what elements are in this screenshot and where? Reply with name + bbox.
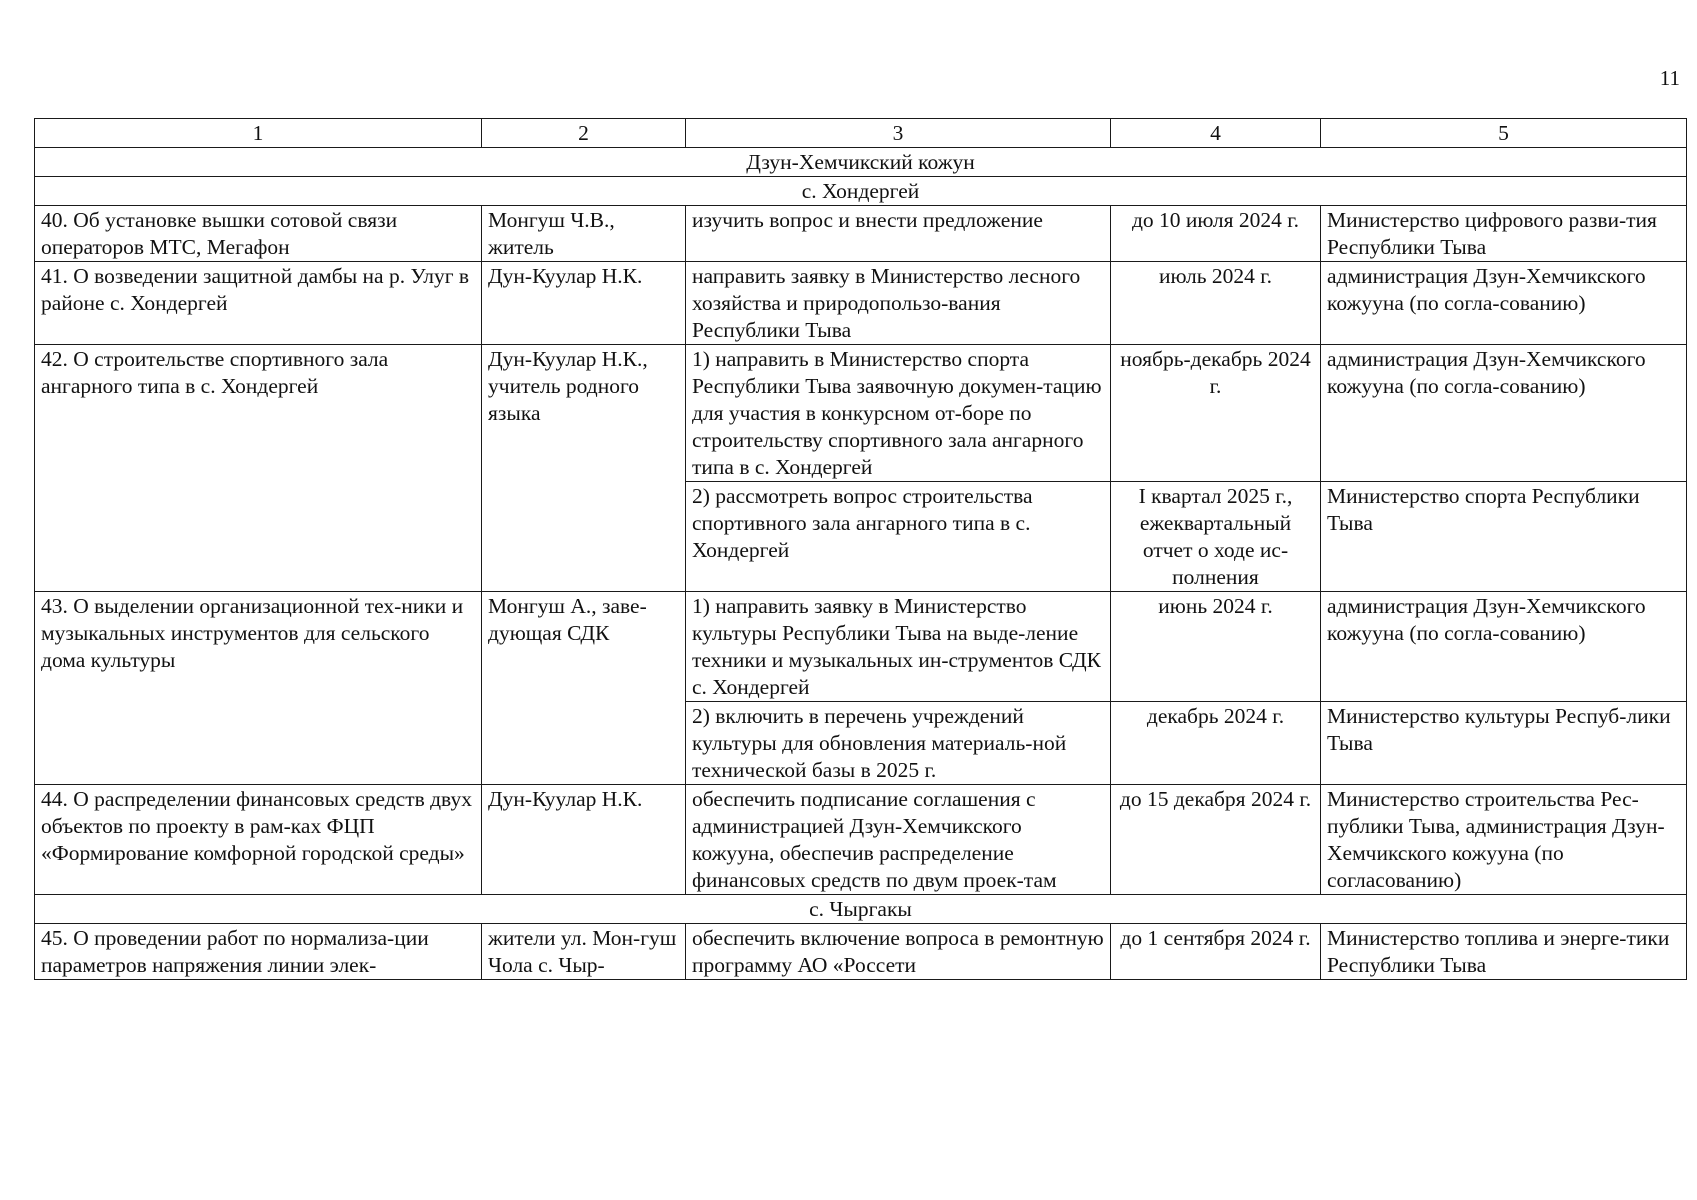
column-number: 1 [35, 119, 482, 148]
responsible-cell: Министерство топлива и энерге-тики Республики Тыва [1321, 924, 1687, 980]
who-cell: Дун-Куулар Н.К., учитель родного языка [482, 345, 686, 592]
action-cell: 1) направить заявку в Министерство культуры Республики Тыва на выде-ление техники и музыкальных ин-струментов СДК с. Хондергей [686, 592, 1111, 702]
topic-cell: 42. О строительстве спортивного зала ангарного типа в с. Хондергей [35, 345, 482, 592]
action-cell: направить заявку в Министерство лесного хозяйства и природопользо-вания Республики Тыва [686, 262, 1111, 345]
table-row [35, 785, 1687, 895]
topic-cell: 45. О проведении работ по нормализа-ции параметров напряжения линии элек- [35, 924, 482, 980]
responsible-cell: администрация Дзун-Хемчикского кожууна (по согла-сованию) [1321, 262, 1687, 345]
deadline-cell: I квартал 2025 г., ежеквартальный отчет о ходе ис-полнения [1111, 482, 1321, 592]
column-number: 2 [482, 119, 686, 148]
who-cell: жители ул. Мон-гуш Чола с. Чыр- [482, 924, 686, 980]
section-title: с. Чыргакы [35, 895, 1687, 924]
topic-cell: 41. О возведении защитной дамбы на р. Улуг в районе с. Хондергей [35, 262, 482, 345]
deadline-cell: июнь 2024 г. [1111, 592, 1321, 702]
deadline-cell: до 1 сентября 2024 г. [1111, 924, 1321, 980]
table-row [35, 262, 1687, 345]
table-row [35, 206, 1687, 262]
deadline-cell: декабрь 2024 г. [1111, 702, 1321, 785]
action-cell: 1) направить в Министерство спорта Республики Тыва заявочную докумен-тацию для участия в конкурсном от-боре по строительству спортивного зала ангарного типа в с. Хондергей [686, 345, 1111, 482]
action-cell: обеспечить включение вопроса в ремонтную программу АО «Россети [686, 924, 1111, 980]
column-number-row [35, 119, 1687, 148]
who-cell: Монгуш Ч.В., житель [482, 206, 686, 262]
column-number: 3 [686, 119, 1111, 148]
who-cell: Монгуш А., заве-дующая СДК [482, 592, 686, 785]
topic-cell: 43. О выделении организационной тех-ники и музыкальных инструментов для сельского дома культуры [35, 592, 482, 785]
table-row [35, 924, 1687, 980]
table-row [35, 592, 1687, 702]
topic-cell: 40. Об установке вышки сотовой связи операторов МТС, Мегафон [35, 206, 482, 262]
responsible-cell: Министерство цифрового разви-тия Республики Тыва [1321, 206, 1687, 262]
column-number: 4 [1111, 119, 1321, 148]
responsible-cell: администрация Дзун-Хемчикского кожууна (по согла-сованию) [1321, 592, 1687, 702]
section-row [35, 895, 1687, 924]
district-row [35, 148, 1687, 177]
deadline-cell: июль 2024 г. [1111, 262, 1321, 345]
page-number: 11 [1659, 66, 1680, 90]
action-cell: 2) рассмотреть вопрос строительства спортивного зала ангарного типа в с. Хондергей [686, 482, 1111, 592]
who-cell: Дун-Куулар Н.К. [482, 785, 686, 895]
deadline-cell: до 10 июля 2024 г. [1111, 206, 1321, 262]
section-title: с. Хондергей [35, 177, 1687, 206]
deadline-cell: до 15 декабря 2024 г. [1111, 785, 1321, 895]
district-title: Дзун-Хемчикский кожун [35, 148, 1687, 177]
section-row [35, 177, 1687, 206]
responsible-cell: администрация Дзун-Хемчикского кожууна (по согла-сованию) [1321, 345, 1687, 482]
who-cell: Дун-Куулар Н.К. [482, 262, 686, 345]
action-cell: 2) включить в перечень учреждений культуры для обновления материаль-ной технической базы в 2025 г. [686, 702, 1111, 785]
column-number: 5 [1321, 119, 1687, 148]
table-row [35, 345, 1687, 482]
action-cell: изучить вопрос и внести предложение [686, 206, 1111, 262]
responsible-cell: Министерство культуры Респуб-лики Тыва [1321, 702, 1687, 785]
action-cell: обеспечить подписание соглашения с администрацией Дзун-Хемчикского кожууна, обеспечив распределение финансовых средств по двум проек-там [686, 785, 1111, 895]
topic-cell: 44. О распределении финансовых средств двух объектов по проекту в рам-ках ФЦП «Формирование комфорной городской среды» [35, 785, 482, 895]
responsible-cell: Министерство строительства Рес-публики Тыва, администрация Дзун-Хемчикского кожууна (по согласованию) [1321, 785, 1687, 895]
deadline-cell: ноябрь-декабрь 2024 г. [1111, 345, 1321, 482]
responsible-cell: Министерство спорта Республики Тыва [1321, 482, 1687, 592]
plan-table [34, 118, 1687, 980]
